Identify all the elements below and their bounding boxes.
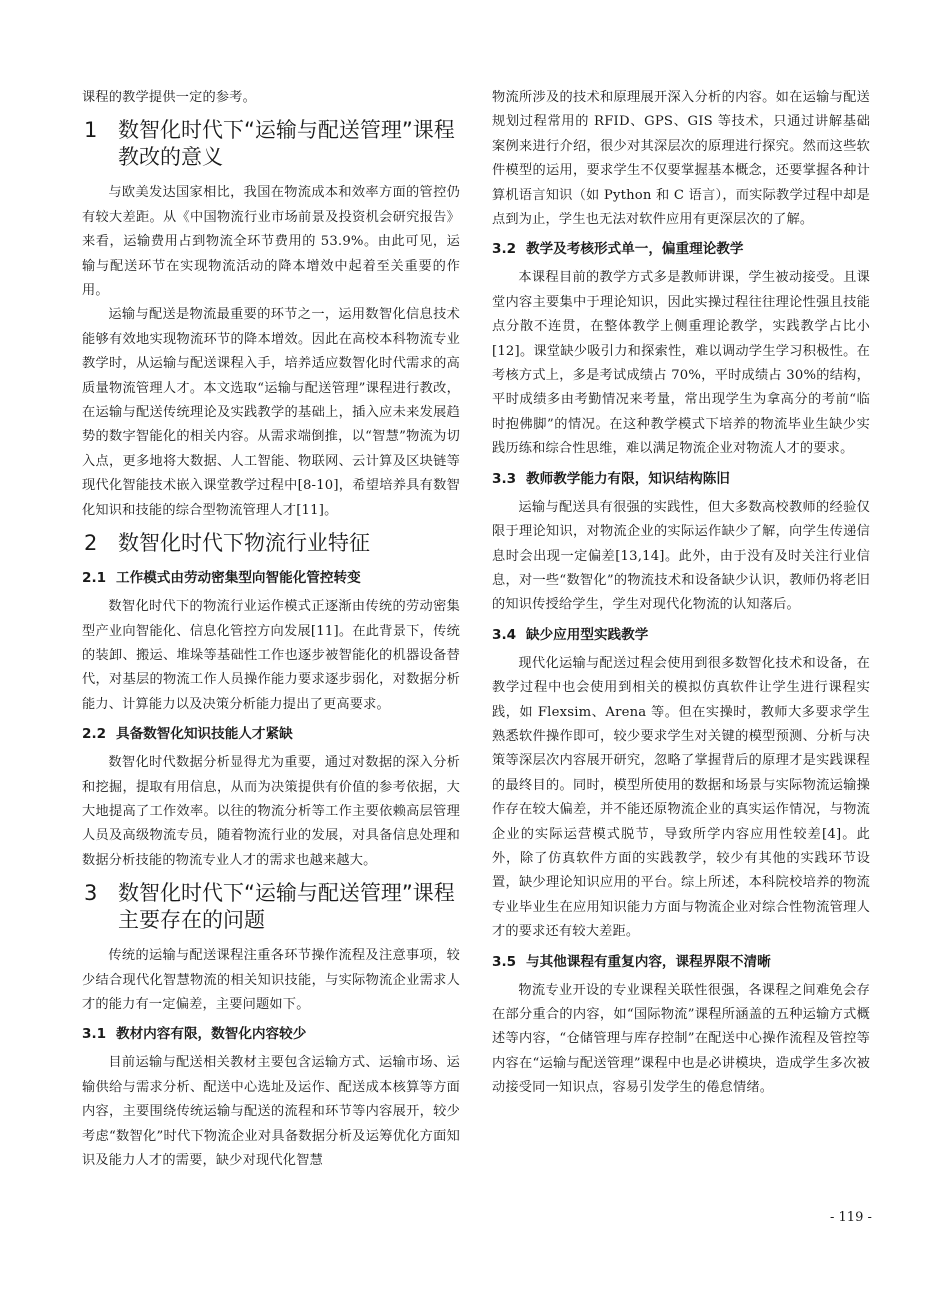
subsection-heading-3-1 [82,1023,460,1045]
paragraph: 运输与配送是物流最重要的环节之一，运用数智化信息技术能够有效地实现物流环节的降本增效。因此在高校本科物流专业教学时，从运输与配送课程入手，培养适应数智化时代需求的高质量物流管理人才。本文选取“运输与配送管理”课程进行教改，在运输与配送传统理论及实践教学的基础上，插入应未来发展趋势的数字智能化的相关内容。从需求端倒推，以“智慧”物流为切入点，更多地将大数据、人工智能、物联网、云计算及区块链等现代化智能技术嵌入课堂教学过程中[8-10]，希望培养具有数智化知识和技能的综合型物流管理人才[11]。 [82,307,460,518]
paragraph: 数智化时代下的物流行业运作模式正逐渐由传统的劳动密集型产业向智能化、信息化管控方向发展[11]。在此背景下，传统的装卸、搬运、堆垛等基础性工作也逐步被智能化的机器设备替代，对基层的物流工作人员操作能力要求逐步弱化，对数据分析能力、计算能力以及决策分析能力提出了更高要求。 [82,599,460,712]
section-number: 1 [84,118,98,143]
paragraph: 运输与配送具有很强的实践性，但大多数高校教师的经验仅限于理论知识，对物流企业的实际运作缺少了解，向学生传递信息时会出现一定偏差[13,14]。此外，由于没有及时关注行业信息，对一些“数智化”的物流技术和设备缺少认识，教师仍将老旧的知识传授给学生，学生对现代化物流的认知落后。 [492,499,870,613]
right-column [492,86,870,1101]
subsection-title: 教师教学能力有限，知识结构陈旧 [526,470,730,487]
subsection-title: 缺少应用型实践教学 [526,626,649,643]
subsection-number: 2.2 [82,726,107,743]
subsection-heading-3-4 [492,624,870,646]
left-column [82,86,460,1173]
subsection-heading-3-3 [492,468,870,490]
subsection-title: 工作模式由劳动密集型向智能化管控转变 [116,570,361,587]
subsection-number: 3.3 [492,470,517,487]
section-heading-3 [82,880,460,934]
section-title: 数智化时代下“运输与配送管理”课程主要存在的问题 [118,881,455,933]
subsection-heading-2-1 [82,567,460,589]
paragraph: 本课程目前的教学方式多是教师讲课，学生被动接受。且课堂内容主要集中于理论知识，因此实操过程往往理论性强且技能点分散不连贯，在整体教学上侧重理论教学，实践教学占比小[12]。课堂缺少吸引力和探索性，难以调动学生学习积极性。在考核方式上，多是考试成绩占 70%，平时成绩占 30%的结构，平时成绩多由考勤情况来考量，常出现学生为拿高分的考前“临时抱佛脚”的情况。在这种教学模式下培养的物流毕业生缺少实践历练和综合性思维，难以满足物流企业对物流人才的要求。 [492,270,870,457]
paragraph: 物流所涉及的技术和原理展开深入分析的内容。如在运输与配送规划过程常用的 RFID、GPS、GIS 等技术，只通过讲解基础案例来进行介绍，很少对其深层次的原理进行探究。然而这些软件模型的运用，要求学生不仅要掌握基本概念，还要掌握各种计算机语言知识（如 Python 和 C 语言），而实际教学过程中却是点到为止，学生也无法对软件应用有更深层次的了解。 [492,90,870,228]
subsection-number: 3.5 [492,953,517,970]
section-number: 3 [84,881,98,906]
paragraph: 现代化运输与配送过程会使用到很多数智化技术和设备，在教学过程中也会使用到相关的模拟仿真软件让学生进行课程实践，如 Flexsim、Arena 等。但在实操时，教师大多要求学生熟悉软件操作即可，较少要求学生对关键的模型预测、分析与决策等深层次内容展开研究，忽略了掌握背后的原理才是实践课程的最终目的。同时，模型所使用的数据和场景与实际物流运输操作存在较大偏差，并不能还原物流企业的真实运作情况，与物流企业的实际运营模式脱节，导致所学内容应用性较差[4]。此外，除了仿真软件方面的实践教学，较少有其他的实践环节设置，缺少理论知识应用的平台。综上所述，本科院校培养的物流专业毕业生在应用知识能力方面与物流企业对综合性物流管理人才的要求还有较大差距。 [492,655,870,940]
paragraph: 目前运输与配送相关教材主要包含运输方式、运输市场、运输供给与需求分析、配送中心选址及运作、配送成本核算等方面内容，主要围绕传统运输与配送的流程和环节等内容展开，较少考虑“数智化”时代下物流企业对具备数据分析及运筹优化方面知识及能力人才的需要，缺少对现代化智慧 [82,1055,460,1168]
page-number: - 119 - [830,1210,872,1225]
section-title: 数智化时代下“运输与配送管理”课程教改的意义 [118,118,455,170]
paragraph: 与欧美发达国家相比，我国在物流成本和效率方面的管控仍有较大差距。从《中国物流行业市场前景及投资机会研究报告》来看，运输费用占到物流全环节费用的 53.9%。由此可见，运输与配送环节在实现物流活动的降本增效中起着至关重要的作用。 [82,185,460,299]
section-title: 数智化时代下物流行业特征 [118,531,370,556]
section-heading-2 [82,530,460,557]
paragraph: 课程的教学提供一定的参考。 [82,90,257,105]
subsection-title: 具备数智化知识技能人才紧缺 [116,726,293,743]
paragraph: 物流专业开设的专业课程关联性很强，各课程之间难免会存在部分重合的内容，如“国际物流”课程所涵盖的五种运输方式概述等内容，“仓储管理与库存控制”在配送中心操作流程及管控等内容在“运输与配送管理”课程中也是必讲模块，造成学生多次被动接受同一知识点，容易引发学生的倦怠情绪。 [492,982,870,1096]
subsection-number: 3.2 [492,241,517,258]
subsection-heading-2-2 [82,723,460,745]
paragraph: 传统的运输与配送课程注重各环节操作流程及注意事项，较少结合现代化智慧物流的相关知识技能，与实际物流企业需求人才的能力有一定偏差，主要问题如下。 [82,948,460,1012]
subsection-heading-3-5 [492,951,870,973]
section-heading-1 [82,117,460,171]
subsection-number: 3.1 [82,1026,107,1043]
subsection-title: 教学及考核形式单一，偏重理论教学 [526,241,744,258]
section-number: 2 [84,531,98,556]
subsection-title: 与其他课程有重复内容，课程界限不清晰 [526,953,771,970]
subsection-number: 3.4 [492,626,517,643]
subsection-heading-3-2 [492,238,870,260]
paragraph: 数智化时代数据分析显得尤为重要，通过对数据的深入分析和挖掘，提取有用信息，从而为决策提供有价值的参考依据，大大地提高了工作效率。以往的物流分析等工作主要依赖高层管理人员及高级物流专员，随着物流行业的发展，对具备信息处理和数据分析技能的物流专业人才的需求也越来越大。 [82,755,460,868]
subsection-number: 2.1 [82,570,107,587]
subsection-title: 教材内容有限，数智化内容较少 [116,1026,307,1043]
